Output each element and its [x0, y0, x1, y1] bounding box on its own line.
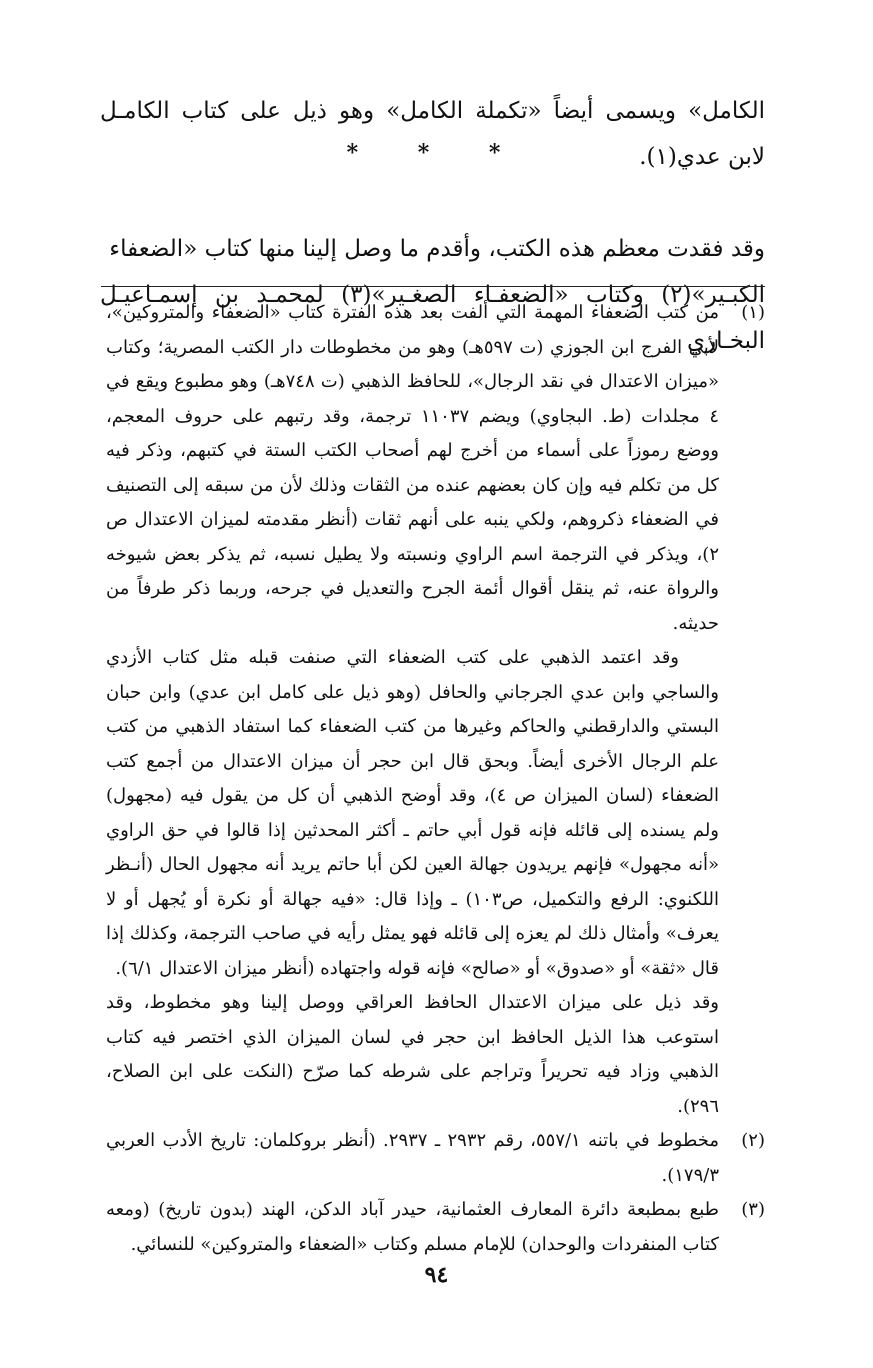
footnote-1: [106, 296, 765, 1124]
footnote-3: [106, 1193, 765, 1262]
footnote-number: (٣): [741, 1199, 765, 1220]
footnote-body: [106, 1193, 719, 1262]
footnote-number: (٢): [741, 1130, 765, 1151]
page-number: ٩٤: [424, 1262, 449, 1288]
footnote-paragraph: من كتب الضعفاء المهمة التي ألفت بعد هذه الفترة كتاب «الضعفاء والمتروكين»، لأبي الفرج ابن الجوزي (ت ٥٩٧هـ) وهو من مخطوطات دار الكتب المصرية؛ وكتاب «ميزان الاعتدال في نقد الرجال»، للحافظ الذهبي (ت ٧٤٨هـ) وهو مطبوع ويقع في ٤ مجلدات (ط. البجاوي) ويضم ١١٠٣٧ ترجمة، وقد رتبهم على حروف المعجم، ووضع رموزاً على أسماء من أخرج لهم أصحاب الكتب الستة في كتبهم، وذكر فيه كل من تكلم فيه وإن كان بعضهم عنده من الثقات وذلك لأن من سبقه إلى التصنيف في الضعفاء ذكروهم، ولكي ينبه على أنهم ثقات (أنظر مقدمته لميزان الاعتدال ص ٢)، ويذكر في الترجمة اسم الراوي ونسبته ولا يطيل نسبه، ثم يذكر بعض شيوخه والرواة عنه، ثم ينقل أقوال أئمة الجرح والتعديل في جرحه، وربما ذكر طرفاً من حديثه.: [106, 302, 719, 634]
footnote-number: (١): [741, 302, 765, 323]
footnote-rule: [101, 286, 765, 287]
footnotes: [106, 296, 765, 1262]
main-paragraph-line-1: وقد فقدت معظم هذه الكتب، وأقدم ما وصل إلينا منها كتاب «الضعفاء: [109, 236, 765, 262]
footnote-paragraph: وقد ذيل على ميزان الاعتدال الحافظ العراقي ووصل إلينا وهو مخطوط، وقد استوعب هذا الذيل الحافظ ابن حجر في لسان الميزان الذي اختصر فيه كتاب الذهبي وزاد فيه تحريراً وتراجم على شرطه كما صرّح (النكت على ابن الصلاح، ٢٩٦).: [106, 992, 719, 1117]
main-top-line: الكامل» ويسمى أيضاً «تكملة الكامل» وهو ذيل على كتاب الكامـل لابن عدي(١).: [100, 98, 765, 170]
separator-spacer: [100, 180, 765, 226]
footnote-body: [106, 296, 719, 1124]
footnote-paragraph: طبع بمطبعة دائرة المعارف العثمانية، حيدر آباد الدكن، الهند (بدون تاريخ) (ومعه كتاب المنفردات والوحدان) للإمام مسلم وكتاب «الضعفاء والمتروكين» للنسائي.: [106, 1199, 719, 1255]
main-paragraph-line-2: الكبـير»(٢) وكتاب «الضعفـاء الصغـير»(٣) لمحمـد بن إسمـاعيـل البخـاري: [100, 282, 765, 354]
footnote-2: [106, 1124, 765, 1193]
section-separator: * * *: [346, 140, 527, 166]
footnote-body: [106, 1124, 719, 1193]
footnote-paragraph: وقد اعتمد الذهبي على كتب الضعفاء التي صنفت قبله مثل كتاب الأزدي والساجي وابن عدي الجرجاني والحافل (وهو ذيل على كامل ابن عدي) وابن حبان البستي والدارقطني والحاكم وغيرها من كتب الضعفاء كما استفاد الذهبي من كتب علم الرجال الأخرى أيضاً. وبحق قال ابن حجر أن ميزان الاعتدال من أجمع كتب الضعفاء (لسان الميزان ص ٤)، وقد أوضح الذهبي أن كل من يقول فيه (مجهول) ولم يسنده إلى قائله فإنه قول أبي حاتم ـ أكثر المحدثين إذا قالوا في حق الراوي «أنه مجهول» فإنهم يريدون جهالة العين لكن أبا حاتم يريد أنه مجهول الحال (أنـظر اللكنوي: الرفع والتكميل، ص١٠٣) ـ وإذا قال: «فيه جهالة أو نكرة أو يُجهل أو لا يعرف» وأمثال ذلك لم يعزه إلى قائله فهو يمثل رأيه في صاحب الترجمة، وكذلك إذا قال «ثقة» أو «صدوق» أو «صالح» فإنه قوله واجتهاده (أنظر ميزان الاعتدال ٦/١).: [106, 647, 719, 979]
footnote-paragraph: مخطوط في باتنه ٥٥٧/١، رقم ٢٩٣٢ ـ ٢٩٣٧. (أنظر بروكلمان: تاريخ الأدب العربي ١٧٩/٣).: [106, 1130, 720, 1186]
